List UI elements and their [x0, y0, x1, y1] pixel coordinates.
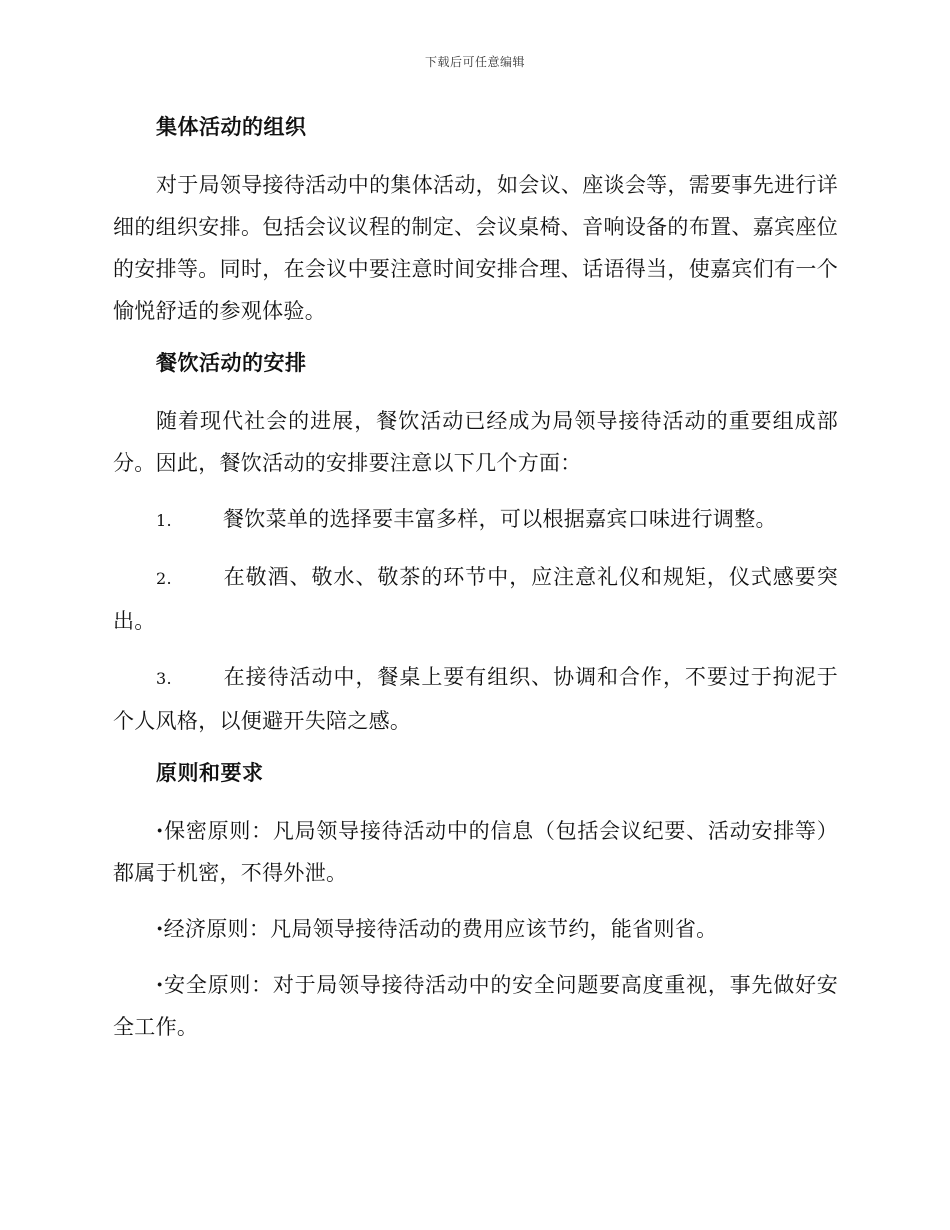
numbered-list-item [113, 556, 838, 642]
numbered-list-item [113, 656, 838, 742]
bullet-text: 保密原则：凡局领导接待活动中的信息（包括会议纪要、活动安排等）都属于机密，不得外泄。 [113, 819, 838, 885]
numbered-list-item [113, 498, 838, 542]
header-note: 下载后可任意编辑 [424, 55, 525, 69]
section-paragraph-dining-arrangements: 随着现代社会的进展，餐饮活动已经成为局领导接待活动的重要组成部分。因此，餐饮活动的安排要注意以下几个方面： [113, 409, 838, 475]
bullet-dot: · [156, 972, 164, 997]
section-paragraph-collective-activities: 对于局领导接待活动中的集体活动，如会议、座谈会等，需要事先进行详细的组织安排。包括会议议程的制定、会议桌椅、音响设备的布置、嘉宾座位的安排等。同时，在会议中要注意时间安排合理、话语得当，使嘉宾们有一个愉悦舒适的参观体验。 [113, 173, 838, 323]
bullet-text: 安全原则：对于局领导接待活动中的安全问题要高度重视，事先做好安全工作。 [113, 973, 838, 1039]
section-heading-dining-arrangements: 餐饮活动的安排 [156, 351, 307, 375]
bullet-item [113, 908, 838, 950]
bullet-item [113, 964, 838, 1048]
bullet-dot: · [156, 818, 164, 843]
list-item-text: 餐饮菜单的选择要丰富多样，可以根据嘉宾口味进行调整。 [223, 507, 777, 531]
list-item-text: 在接待活动中，餐桌上要有组织、协调和合作，不要过于拘泥于个人风格，以便避开失陪之感。 [113, 665, 838, 733]
document-body [113, 110, 838, 1048]
list-item-number: 1. [156, 511, 172, 530]
bullet-item [113, 810, 838, 894]
section-heading-principles: 原则和要求 [156, 761, 264, 785]
section-heading-collective-activities: 集体活动的组织 [156, 115, 307, 139]
list-item-number: 2. [156, 569, 172, 588]
list-item-number: 3. [156, 669, 172, 688]
bullet-dot: · [156, 916, 164, 941]
bullet-text: 经济原则：凡局领导接待活动的费用应该节约，能省则省。 [163, 917, 718, 941]
list-item-text: 在敬酒、敬水、敬茶的环节中，应注意礼仪和规矩，仪式感要突出。 [113, 565, 838, 633]
